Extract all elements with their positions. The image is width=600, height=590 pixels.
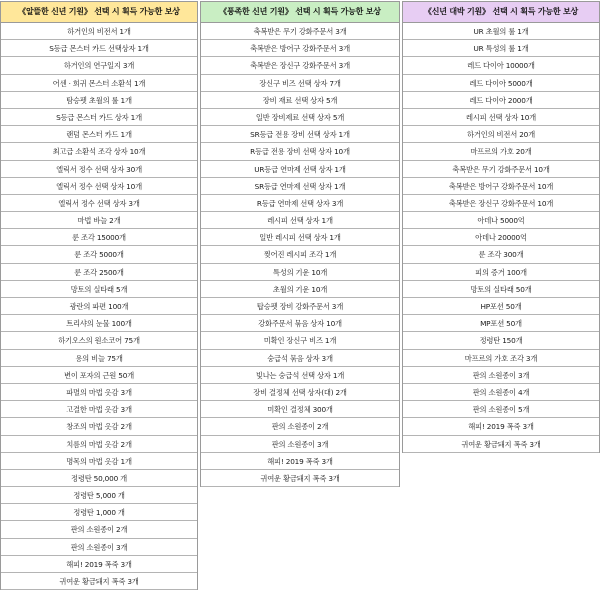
reward-item: 정령탄 50,000 개	[1, 470, 197, 487]
reward-item: 빛나는 숭급석 선택 상자 1개	[201, 367, 399, 384]
reward-item: 피의 증거 100개	[403, 264, 599, 281]
reward-item: 창조의 마법 옷감 2개	[1, 418, 197, 435]
reward-item: 일반 레시피 선택 상자 1개	[201, 229, 399, 246]
reward-item: UR 특성의 룰 1개	[403, 40, 599, 57]
reward-item: 탐승펫 초월의 룰 1개	[1, 92, 197, 109]
reward-item: 미확인 장신구 비즈 1개	[201, 332, 399, 349]
reward-item: 하거인의 비전서 20개	[403, 126, 599, 143]
reward-item: 파멸의 마법 옷감 3개	[1, 384, 197, 401]
reward-item: 룬 조각 5000개	[1, 246, 197, 263]
reward-item: S등급 몬스터 카드 선택상자 1개	[1, 40, 197, 57]
column-header: 《알뜰한 신년 기원》 선택 시 획득 가능한 보상	[1, 2, 197, 23]
reward-item: 초월의 기운 10개	[201, 281, 399, 298]
reward-item: 레시피 선택 상자 1개	[201, 212, 399, 229]
reward-item: MP포션 50개	[403, 315, 599, 332]
reward-item: HP포션 50개	[403, 298, 599, 315]
reward-item: 축복받은 방어구 강화주문서 10개	[403, 178, 599, 195]
reward-item: 해피! 2019 폭죽 3개	[403, 418, 599, 435]
reward-item: 명목의 마법 옷감 1개	[1, 453, 197, 470]
reward-item: 귀여운 황금돼지 폭죽 3개	[1, 573, 197, 590]
reward-item: 망토의 실타래 50개	[403, 281, 599, 298]
reward-item: 마프르의 가호 20개	[403, 143, 599, 160]
reward-item: 룬 조각 15000개	[1, 229, 197, 246]
reward-item: 마법 바늘 2개	[1, 212, 197, 229]
reward-column-abundant	[200, 1, 400, 487]
reward-item: 용의 비늘 75개	[1, 350, 197, 367]
reward-item: R등급 연마제 선택 상자 3개	[201, 195, 399, 212]
reward-item: UR등급 연마제 선택 상자 1개	[201, 161, 399, 178]
reward-item: 레드 다이아 10000개	[403, 57, 599, 74]
reward-item: 치름의 마법 옷감 2개	[1, 436, 197, 453]
reward-item: 룬 조각 300개	[403, 246, 599, 263]
reward-item: 해피! 2019 폭죽 3개	[201, 453, 399, 470]
reward-item: 고결한 마법 옷감 3개	[1, 401, 197, 418]
reward-item: 판의 소원종이 2개	[201, 418, 399, 435]
reward-item: 엘릭서 정수 선택 상자 10개	[1, 178, 197, 195]
reward-item: 정령탄 150개	[403, 332, 599, 349]
reward-item: 아데나 20000억	[403, 229, 599, 246]
reward-item: 트리샤의 눈물 100개	[1, 315, 197, 332]
reward-list	[403, 23, 599, 453]
reward-item: 판의 소원종이 4개	[403, 384, 599, 401]
reward-item: 장신구 비즈 선택 상자 7개	[201, 75, 399, 92]
reward-item: 숭급석 묶음 상자 3개	[201, 350, 399, 367]
reward-item: 어센 · 희귀 몬스터 소환석 1개	[1, 75, 197, 92]
reward-item: 판의 소원종이 2개	[1, 521, 197, 538]
reward-column-jackpot	[402, 1, 600, 453]
reward-item: 귀여운 황금돼지 폭죽 3개	[403, 436, 599, 453]
reward-item: 마프르의 가호 조각 3개	[403, 350, 599, 367]
reward-item: 특성의 기운 10개	[201, 264, 399, 281]
reward-item: 강화주문서 묶음 상자 10개	[201, 315, 399, 332]
column-header: 《신년 대박 기원》 선택 시 획득 가능한 보상	[403, 2, 599, 23]
reward-item: 축복받은 장신구 강화주문서 10개	[403, 195, 599, 212]
reward-item: 하거인의 비전서 1개	[1, 23, 197, 40]
reward-item: 판의 소원종이 3개	[201, 436, 399, 453]
reward-item: 판의 소원종이 5개	[403, 401, 599, 418]
reward-item: 판의 소원종이 3개	[403, 367, 599, 384]
reward-item: R등급 전용 장비 선택 상자 10개	[201, 143, 399, 160]
reward-item: 탑승펫 장비 강화주문서 3개	[201, 298, 399, 315]
reward-item: 판의 소원종이 3개	[1, 539, 197, 556]
reward-item: 변이 포자의 근원 50개	[1, 367, 197, 384]
reward-item: 엘릭서 정수 선택 상자 30개	[1, 161, 197, 178]
reward-item: 일반 장비제료 선택 상자 5개	[201, 109, 399, 126]
reward-item: 레시피 선택 상자 10개	[403, 109, 599, 126]
reward-item: 해피! 2019 폭죽 3개	[1, 556, 197, 573]
reward-item: 축복받은 장신구 강화주문서 3개	[201, 57, 399, 74]
reward-item: 찢어진 레시피 조각 1개	[201, 246, 399, 263]
reward-item: 하기오스의 원소코어 75개	[1, 332, 197, 349]
reward-item: UR 초월의 룰 1개	[403, 23, 599, 40]
reward-item: 최고급 소환석 조각 상자 10개	[1, 143, 197, 160]
reward-list	[201, 23, 399, 487]
reward-item: 하거인의 연구일지 3개	[1, 57, 197, 74]
reward-item: 아데나 5000억	[403, 212, 599, 229]
reward-item: 미확인 결정체 300개	[201, 401, 399, 418]
reward-item: 축복받은 무기 강화주문서 10개	[403, 161, 599, 178]
reward-item: 귀여운 황금돼지 폭죽 3개	[201, 470, 399, 487]
reward-item: 축복받은 무기 강화주문서 3개	[201, 23, 399, 40]
reward-item: 엘릭서 정수 선택 상자 3개	[1, 195, 197, 212]
reward-item: 망토의 실타래 5개	[1, 281, 197, 298]
reward-item: 정령탄 1,000 개	[1, 504, 197, 521]
reward-item: SR등급 연마제 선택 상자 1개	[201, 178, 399, 195]
reward-item: 레드 다이아 5000개	[403, 75, 599, 92]
reward-item: 축복받은 방어구 강화주문서 3개	[201, 40, 399, 57]
reward-item: 룬 조각 2500개	[1, 264, 197, 281]
reward-item: 랜덤 몬스터 카드 1개	[1, 126, 197, 143]
reward-item: 장비 재료 선택 상자 5개	[201, 92, 399, 109]
reward-item: SR등급 전용 장비 선택 상자 1개	[201, 126, 399, 143]
reward-column-thrifty	[0, 1, 198, 590]
reward-item: 장비 결정체 선택 상자(대) 2개	[201, 384, 399, 401]
reward-item: 레드 다이아 2000개	[403, 92, 599, 109]
column-header: 《풍족한 신년 기원》 선택 시 획득 가능한 보상	[201, 2, 399, 23]
reward-item: 정령탄 5,000 개	[1, 487, 197, 504]
reward-item: 광란의 파편 100개	[1, 298, 197, 315]
reward-list	[1, 23, 197, 590]
reward-item: S등급 몬스터 카드 상자 1개	[1, 109, 197, 126]
